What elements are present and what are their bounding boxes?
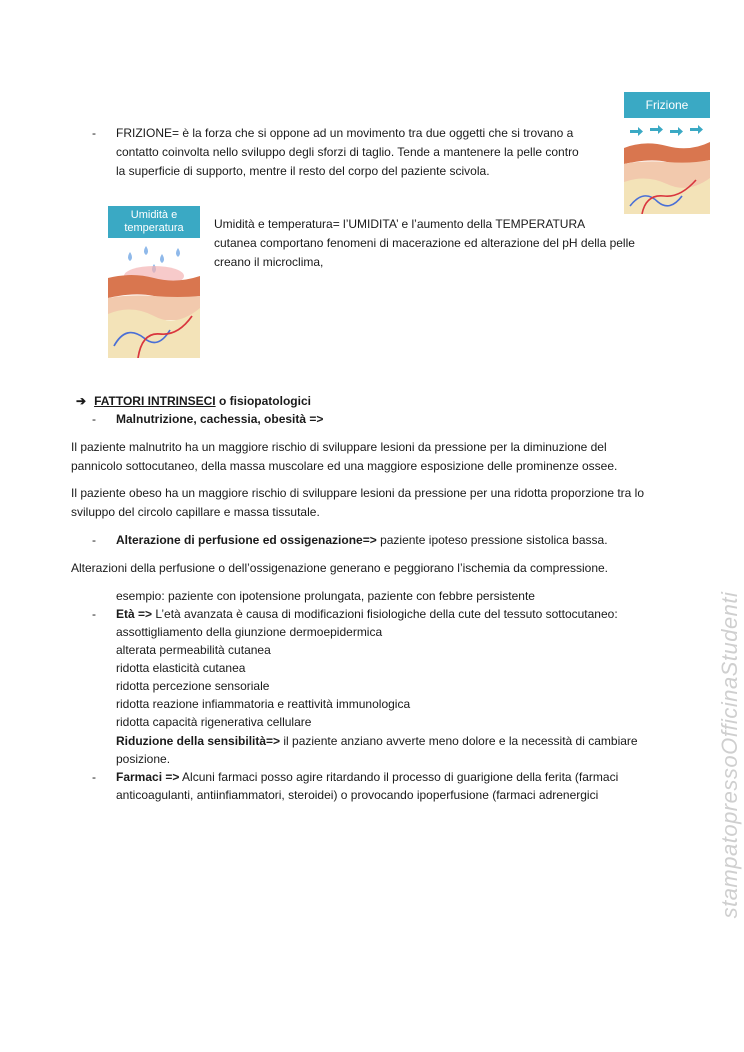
age-item-5: ridotta reazione infiammatoria e reattività immunologica [116, 697, 411, 711]
item4-rest: Alcuni farmaci posso agire ritardando il processo di guarigione della ferita (farmaci [179, 770, 619, 784]
item4-text [116, 768, 618, 786]
humidity-line-3: creano il microclima, [214, 255, 324, 269]
friction-line-3: la superficie di supporto, mentre il resto del corpo del paziente scivola. [116, 164, 490, 178]
sensitivity-bold: Riduzione della sensibilità=> [116, 734, 281, 748]
age-item-6: ridotta capacità rigenerativa cellulare [116, 715, 312, 729]
humidity-line-2: cutanea comportano fenomeni di macerazione ed alterazione del pH della pelle [214, 236, 635, 250]
sensitivity-cont: posizione. [116, 752, 171, 766]
item3-bold: Età => [116, 607, 153, 621]
humidity-figure [108, 206, 200, 358]
item3-bullet: - [92, 607, 96, 621]
item1-text: Malnutrizione, cachessia, obesità => [116, 412, 324, 426]
example-line: esempio: paziente con ipotensione prolungata, paziente con febbre persistente [116, 589, 535, 603]
skin-friction-illustration [624, 118, 710, 214]
para3: Alterazioni della perfusione o dell’ossigenazione generano e peggiorano l’ischemia da compressione. [71, 561, 609, 575]
item4-bold: Farmaci => [116, 770, 180, 784]
humidity-label-line-2: temperatura [124, 222, 184, 234]
para1-line-2: pannicolo sottocutaneo, della massa muscolare ed una maggiore esposizione delle prominenze ossee. [71, 459, 618, 473]
item4-cont: anticoagulanti, antiinfiammatori, steroidei) o provocando ipoperfusione (farmaci adrenergici [116, 788, 599, 802]
item4-bullet: - [92, 770, 96, 784]
age-item-4: ridotta percezione sensoriale [116, 679, 270, 693]
item3-text [116, 605, 618, 623]
item2-rest: paziente ipoteso pressione sistolica bassa. [376, 533, 608, 547]
skin-humidity-illustration [108, 238, 200, 358]
humidity-figure-label [108, 206, 200, 238]
item2-text [116, 531, 608, 549]
item1-bullet: - [92, 412, 96, 426]
age-item-1: assottigliamento della giunzione dermoepidermica [116, 625, 383, 639]
section-heading [76, 392, 311, 410]
friction-figure [624, 92, 710, 214]
para2-line-1: Il paziente obeso ha un maggiore rischio di sviluppare lesioni da pressione per una ridotta proporzione tra lo [71, 486, 645, 500]
friction-line-1: FRIZIONE= è la forza che si oppone ad un movimento tra due oggetti che si trovano a [116, 126, 574, 140]
humidity-line-1: Umidità e temperatura= l’UMIDITA’ e l’aumento della TEMPERATURA [214, 217, 586, 231]
para1-line-1: Il paziente malnutrito ha un maggiore rischio di sviluppare lesioni da pressione per la diminuzione del [71, 440, 607, 454]
friction-figure-label: Frizione [624, 92, 710, 118]
age-item-3: ridotta elasticità cutanea [116, 661, 246, 675]
item2-bold: Alterazione di perfusione ed ossigenazione=> [116, 533, 377, 547]
humidity-label-line-1: Umidità e [130, 209, 178, 221]
item3-rest: L’età avanzata è causa di modificazioni fisiologiche della cute del tessuto sottocutaneo: [152, 607, 618, 621]
friction-line-2: contatto coinvolta nello sviluppo degli sforzi di taglio. Tende a mantenere la pelle contro [116, 145, 579, 159]
arrow-icon: ➔ [76, 394, 87, 408]
item2-bullet: - [92, 533, 96, 547]
section-title-rest: o fisiopatologici [215, 394, 311, 408]
friction-bullet: - [92, 126, 96, 140]
watermark: stampatopressoOfficinaStudenti [717, 591, 742, 919]
sensitivity-line [116, 732, 638, 750]
age-item-2: alterata permeabilità cutanea [116, 643, 271, 657]
sensitivity-rest: il paziente anziano avverte meno dolore e la necessità di cambiare [280, 734, 638, 748]
section-title-underlined: FATTORI INTRINSECI [94, 394, 216, 408]
para2-line-2: sviluppo del circolo capillare e massa tissutale. [71, 505, 320, 519]
